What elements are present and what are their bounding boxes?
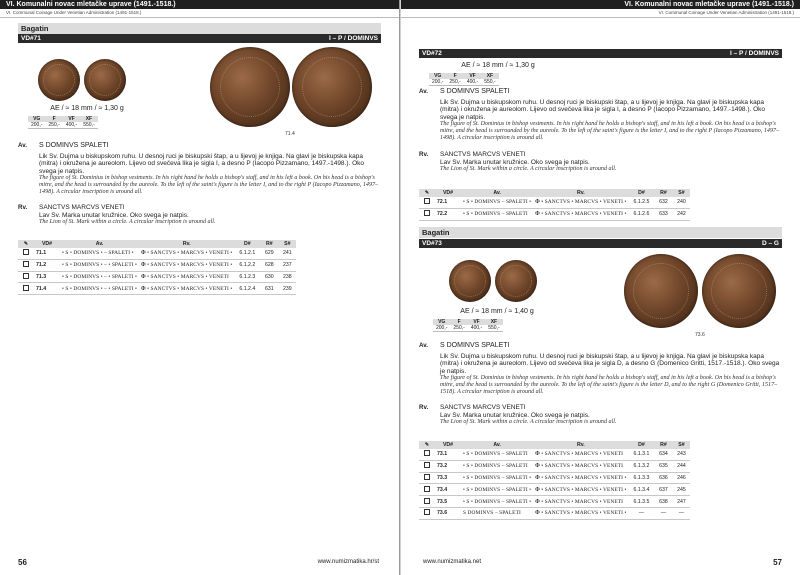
reverse-text-en: The Lion of St. Mark within a circle. A circular inscription is around all. <box>440 166 617 173</box>
variant-id: 73.5 <box>435 496 461 508</box>
obverse-legend-cell: • S • DOMINVS – SPALETI • <box>461 197 533 208</box>
obverse-legend-cell: S DOMINVS – SPALETI <box>461 507 533 519</box>
s-ref: 241 <box>278 248 296 259</box>
website-link[interactable]: www.numizmatika.hr/st <box>317 559 379 565</box>
chapter-title: VI. Komunalni novac mletačke uprave (1491.-1518.) <box>401 0 800 9</box>
s-ref: 239 <box>278 283 296 295</box>
chapter-subtitle: VI. Communal Coinage Under Venetian Administration (1491-1518.) <box>401 9 800 18</box>
r-ref: 633 <box>654 208 672 220</box>
reverse-legend-cell: ✠ • SANCTVS • MARCVS • VENETI <box>139 271 234 283</box>
r-ref: — <box>654 507 672 519</box>
variant-id: 71.2 <box>34 259 60 271</box>
reverse-legend-cell: ✠ • SANCTVS • MARCVS • VENETI • <box>533 208 628 220</box>
grade-price: 250,- <box>450 325 467 332</box>
column-header: Rv. <box>139 240 234 248</box>
table-row <box>419 472 690 484</box>
column-header: D# <box>628 189 654 197</box>
obverse-text-hr: Lik Sv. Dujma u biskupskom ruhu. U desnoj ruci je biskupski štap, a u lijevoj je knjiga. Na glavi je biskupska kapa (mitra) i okružena je aureolom. Lijevo od svečeva lika je sigla I, a desno P (Iacopo Pizzamano, 1497.-1498.). Oko svega je natpis. <box>39 152 365 175</box>
d-ref: 6.1.2.1 <box>234 248 260 259</box>
page-number: 56 <box>18 558 27 567</box>
obverse-label: Av. <box>419 342 428 349</box>
obverse-legend: S DOMINVS SPALETI <box>440 342 510 349</box>
obverse-legend-cell: • S • DOMINVS – SPALETI <box>461 208 533 220</box>
grade-table <box>429 73 499 86</box>
photo-label: 73.6 <box>695 332 705 338</box>
collection-checkbox[interactable] <box>23 285 29 291</box>
grade-price: 400,- <box>468 325 485 332</box>
grade-price: 550,- <box>481 79 498 86</box>
grade-price: 200,- <box>28 122 45 129</box>
grade-table <box>28 116 98 129</box>
obverse-description <box>419 342 784 396</box>
r-ref: 631 <box>260 283 278 295</box>
obverse-legend-cell: • S • DOMINVS • – • SPALETI • <box>60 259 139 271</box>
table-row <box>419 208 690 220</box>
reverse-label: Rv. <box>18 204 28 211</box>
section-title: Bagatin <box>419 227 782 238</box>
collection-checkbox[interactable] <box>424 450 430 456</box>
column-header: S# <box>278 240 296 248</box>
variant-id: 73.2 <box>435 460 461 472</box>
variant-id: 71.4 <box>34 283 60 295</box>
coin-obverse-image <box>449 260 491 302</box>
table-row <box>18 271 296 283</box>
obverse-description <box>419 88 784 142</box>
reverse-legend: SANCTVS MARCVS VENETI <box>39 204 125 211</box>
column-header: Av. <box>461 189 533 197</box>
d-ref: 6.1.2.4 <box>234 283 260 295</box>
reverse-text-hr: Lav Sv. Marka unutar kružnice. Oko svega je natpis. <box>440 411 590 419</box>
r-ref: 634 <box>654 449 672 460</box>
table-row <box>419 197 690 208</box>
grade-table <box>433 319 503 332</box>
right-page <box>401 0 800 575</box>
reverse-legend-cell: ✠ • SANCTVS • MARCVS • VENETI • <box>139 248 234 259</box>
coin-obverse-large-image <box>624 254 698 328</box>
grade-label: VG <box>28 116 45 122</box>
obverse-legend-cell: • S • DOMINVS • – SPALETI • <box>60 248 139 259</box>
grade-price: 550,- <box>485 325 502 332</box>
page-number: 57 <box>773 558 782 567</box>
d-ref: 6.1.2.2 <box>234 259 260 271</box>
entry-header <box>419 239 782 248</box>
chapter-subtitle: VI. Communal Coinage Under Venetian Administration (1491-1518.) <box>0 9 399 18</box>
column-header: D# <box>628 441 654 449</box>
coin-reverse-large-image <box>702 254 776 328</box>
r-ref: 637 <box>654 484 672 496</box>
entry-header <box>18 34 381 43</box>
obverse-text-en: The figure of St. Dominius in bishop vestments. In his right hand he holds a bishop's staff, and in his left a book. On his head is a bishop's mitre, and the head is surrounded by the aureole. To the left of the saint's figure is the letter I, and to the right P (Iacopo Pizzamano, 1497–1498). A circular inscription is around all. <box>39 175 379 195</box>
collection-checkbox[interactable] <box>23 273 29 279</box>
edit-icon: ✎ <box>18 240 34 248</box>
s-ref: 240 <box>672 197 690 208</box>
grade-label: XF <box>481 73 498 79</box>
coin-spec: AE / ≈ 18 mm / ≈ 1,30 g <box>461 62 535 69</box>
column-header: R# <box>654 441 672 449</box>
obverse-legend-cell: • S • DOMINVS • – • SPALETI • <box>60 283 139 295</box>
variant-id: 71.3 <box>34 271 60 283</box>
s-ref: 246 <box>672 472 690 484</box>
collection-checkbox[interactable] <box>424 462 430 468</box>
reverse-text-en: The Lion of St. Mark within a circle. A circular inscription is around all. <box>440 419 617 426</box>
reverse-legend-cell: ✠ • SANCTVS • MARCVS • VENETI • <box>533 507 628 519</box>
collection-checkbox[interactable] <box>23 261 29 267</box>
reverse-legend-cell: ✠ • SANCTVS • MARCVS • VENETI <box>533 449 628 460</box>
grade-label: XF <box>485 319 502 325</box>
obverse-label: Av. <box>18 142 27 149</box>
coin-photos <box>18 43 381 143</box>
reverse-legend-cell: ✠ • SANCTVS • MARCVS • VENETI <box>533 460 628 472</box>
d-ref: 6.1.3.3 <box>628 472 654 484</box>
website-link[interactable]: www.numizmatika.net <box>423 559 482 565</box>
d-ref: 6.1.3.4 <box>628 484 654 496</box>
entry-header <box>419 49 782 58</box>
reverse-legend-cell: ✠ • SANCTVS • MARCVS • VENETI • <box>533 472 628 484</box>
s-ref: 242 <box>672 208 690 220</box>
d-ref: 6.1.3.1 <box>628 449 654 460</box>
table-row <box>18 283 296 295</box>
r-ref: 635 <box>654 460 672 472</box>
grade-price: 550,- <box>80 122 97 129</box>
grade-label: VF <box>464 73 481 79</box>
reverse-text-hr: Lav Sv. Marka unutar kružnice. Oko svega je natpis. <box>440 158 590 166</box>
grade-price: 250,- <box>45 122 62 129</box>
column-header: Rv. <box>533 441 628 449</box>
r-ref: 628 <box>260 259 278 271</box>
reverse-label: Rv. <box>419 404 429 411</box>
grade-label: F <box>446 73 463 79</box>
obverse-text-en: The figure of St. Dominius in bishop vestments. In his right hand he holds a bishop's staff, and in his left a book. On his head is a bishop's mitre, and the head is surrounded by the aureole. To the left of the saint's figure is the letter D, and to the right G (Domenico Gritti, 1517–1518). A circular inscription is around all. <box>440 375 778 395</box>
reverse-description <box>18 204 383 226</box>
coin-reverse-image <box>495 260 537 302</box>
coin-spec: AE / ≈ 18 mm / ≈ 1,40 g <box>460 308 534 315</box>
grade-price: 250,- <box>446 79 463 86</box>
obverse-text-en: The figure of St. Dominius in bishop vestments. In his right hand he holds a bishop's staff, and in his left a book. On his head is a bishop's mitre, and the head is surrounded by the aureole. To the left of the saint's figure is the letter I, and to the right P (Iacopo Pizzamano, 1497–1498). A circular inscription is around all. <box>440 121 780 141</box>
table-row <box>419 460 690 472</box>
r-ref: 638 <box>654 496 672 508</box>
d-ref: 6.1.2.3 <box>234 271 260 283</box>
d-ref: 6.1.3.5 <box>628 496 654 508</box>
d-ref: — <box>628 507 654 519</box>
reverse-legend-cell: ✠ • SANCTVS • MARCVS • VENETI <box>533 496 628 508</box>
reverse-legend-cell: ✠ • SANCTVS • MARCVS • VENETI • <box>533 197 628 208</box>
table-row <box>419 449 690 460</box>
s-ref: 244 <box>672 460 690 472</box>
r-ref: 636 <box>654 472 672 484</box>
obverse-legend-cell: • S • DOMINVS • – • SPALETI • <box>60 271 139 283</box>
column-header: R# <box>654 189 672 197</box>
variant-table <box>18 240 296 295</box>
collection-checkbox[interactable] <box>424 198 430 204</box>
s-ref: 237 <box>278 259 296 271</box>
variant-id: 73.6 <box>435 507 461 519</box>
reverse-description <box>419 151 784 173</box>
obverse-legend: S DOMINVS SPALETI <box>440 88 510 95</box>
obverse-text-hr: Lik Sv. Dujma u biskupskom ruhu. U desnoj ruci je biskupski štap, a u lijevoj je knjiga. Na glavi je biskupska kapa (mitra) i okružena je aureolom. Lijevo od svečeva lika je sigla D, a desno G (Domenico Gritti, 1517.-1518.). Oko svega je natpis. <box>440 352 780 375</box>
column-header: VD# <box>435 189 461 197</box>
entry-code: I – P / DOMINVS <box>729 50 779 57</box>
table-row <box>419 484 690 496</box>
reverse-text-en: The Lion of St. Mark within a circle. A circular inscription is around all. <box>39 219 216 226</box>
obverse-legend-cell: • S • DOMINVS – SPALETI <box>461 460 533 472</box>
r-ref: 630 <box>260 271 278 283</box>
reverse-legend-cell: ✠ • SANCTVS • MARCVS • VENETI • <box>139 259 234 271</box>
grade-price: 400,- <box>464 79 481 86</box>
collection-checkbox[interactable] <box>424 509 430 515</box>
s-ref: 245 <box>672 484 690 496</box>
reverse-legend: SANCTVS MARCVS VENETI <box>440 404 526 411</box>
grade-price: 200,- <box>433 325 450 332</box>
variant-table <box>419 189 690 221</box>
variant-id: 72.1 <box>435 197 461 208</box>
obverse-legend: S DOMINVS SPALETI <box>39 142 109 149</box>
collection-checkbox[interactable] <box>424 498 430 504</box>
r-ref: 629 <box>260 248 278 259</box>
reverse-text-hr: Lav Sv. Marka unutar kružnice. Oko svega je natpis. <box>39 211 189 219</box>
table-row <box>18 259 296 271</box>
obverse-description <box>18 142 383 196</box>
table-row <box>419 496 690 508</box>
coin-obverse-large-image <box>210 47 290 127</box>
column-header: Rv. <box>533 189 628 197</box>
reverse-legend-cell: ✠ • SANCTVS • MARCVS • VENETI • <box>533 484 628 496</box>
table-row <box>18 248 296 259</box>
r-ref: 632 <box>654 197 672 208</box>
grade-label: F <box>450 319 467 325</box>
reverse-legend: SANCTVS MARCVS VENETI <box>440 151 526 158</box>
collection-checkbox[interactable] <box>23 249 29 255</box>
obverse-legend-cell: • S • DOMINVS – SPALETI • <box>461 496 533 508</box>
obverse-legend-cell: • S • DOMINVS – SPALETI • <box>461 484 533 496</box>
table-row <box>419 507 690 519</box>
section-title: Bagatin <box>18 23 381 34</box>
reverse-label: Rv. <box>419 151 429 158</box>
variant-id: 71.1 <box>34 248 60 259</box>
grade-label: XF <box>80 116 97 122</box>
grade-label: VG <box>429 73 446 79</box>
entry-code: I – P / DOMINVS <box>328 35 378 42</box>
grade-label: F <box>45 116 62 122</box>
grade-price: 200,- <box>429 79 446 86</box>
coin-spec: AE / ≈ 18 mm / ≈ 1,30 g <box>50 105 124 112</box>
column-header: VD# <box>435 441 461 449</box>
photo-label: 71.4 <box>285 131 295 137</box>
grade-label: VF <box>63 116 80 122</box>
variant-id: 72.2 <box>435 208 461 220</box>
entry-code: D – G <box>762 240 779 247</box>
reverse-legend-cell: ✠ • SANCTVS • MARCVS • VENETI • <box>139 283 234 295</box>
entry-id: VD#73 <box>422 240 442 247</box>
collection-checkbox[interactable] <box>424 474 430 480</box>
obverse-text-hr: Lik Sv. Dujma u biskupskom ruhu. U desnoj ruci je biskupski štap, a u lijevoj je knjiga. Na glavi je biskupska kapa (mitra) i okružena je aureolom. Lijevo od svečeva lika je sigla I, a desno P (Iacopo Pizzamano, 1497.-1498.). Oko svega je natpis. <box>440 98 766 121</box>
column-header: Av. <box>60 240 139 248</box>
s-ref: — <box>672 507 690 519</box>
entry-id: VD#72 <box>422 50 442 57</box>
collection-checkbox[interactable] <box>424 210 430 216</box>
grade-label: VF <box>468 319 485 325</box>
variant-id: 73.4 <box>435 484 461 496</box>
column-header: D# <box>234 240 260 248</box>
reverse-description <box>419 404 784 426</box>
column-header: R# <box>260 240 278 248</box>
collection-checkbox[interactable] <box>424 486 430 492</box>
d-ref: 6.1.3.2 <box>628 460 654 472</box>
d-ref: 6.1.2.5 <box>628 197 654 208</box>
s-ref: 238 <box>278 271 296 283</box>
grade-label: VG <box>433 319 450 325</box>
s-ref: 243 <box>672 449 690 460</box>
column-header: VD# <box>34 240 60 248</box>
edit-icon: ✎ <box>419 189 435 197</box>
edit-icon: ✎ <box>419 441 435 449</box>
column-header: S# <box>672 189 690 197</box>
coin-reverse-large-image <box>292 47 372 127</box>
d-ref: 6.1.2.6 <box>628 208 654 220</box>
obverse-label: Av. <box>419 88 428 95</box>
variant-table <box>419 441 690 520</box>
chapter-title: VI. Komunalni novac mletačke uprave (1491.-1518.) <box>0 0 399 9</box>
column-header: S# <box>672 441 690 449</box>
s-ref: 247 <box>672 496 690 508</box>
obverse-legend-cell: • S • DOMINVS – SPALETI • <box>461 472 533 484</box>
coin-photos <box>419 248 782 340</box>
entry-id: VD#71 <box>21 35 41 42</box>
variant-id: 73.1 <box>435 449 461 460</box>
column-header: Av. <box>461 441 533 449</box>
obverse-legend-cell: • S • DOMINVS – SPALETI <box>461 449 533 460</box>
grade-price: 400,- <box>63 122 80 129</box>
variant-id: 73.3 <box>435 472 461 484</box>
coin-reverse-image <box>84 59 126 101</box>
coin-obverse-image <box>38 59 80 101</box>
